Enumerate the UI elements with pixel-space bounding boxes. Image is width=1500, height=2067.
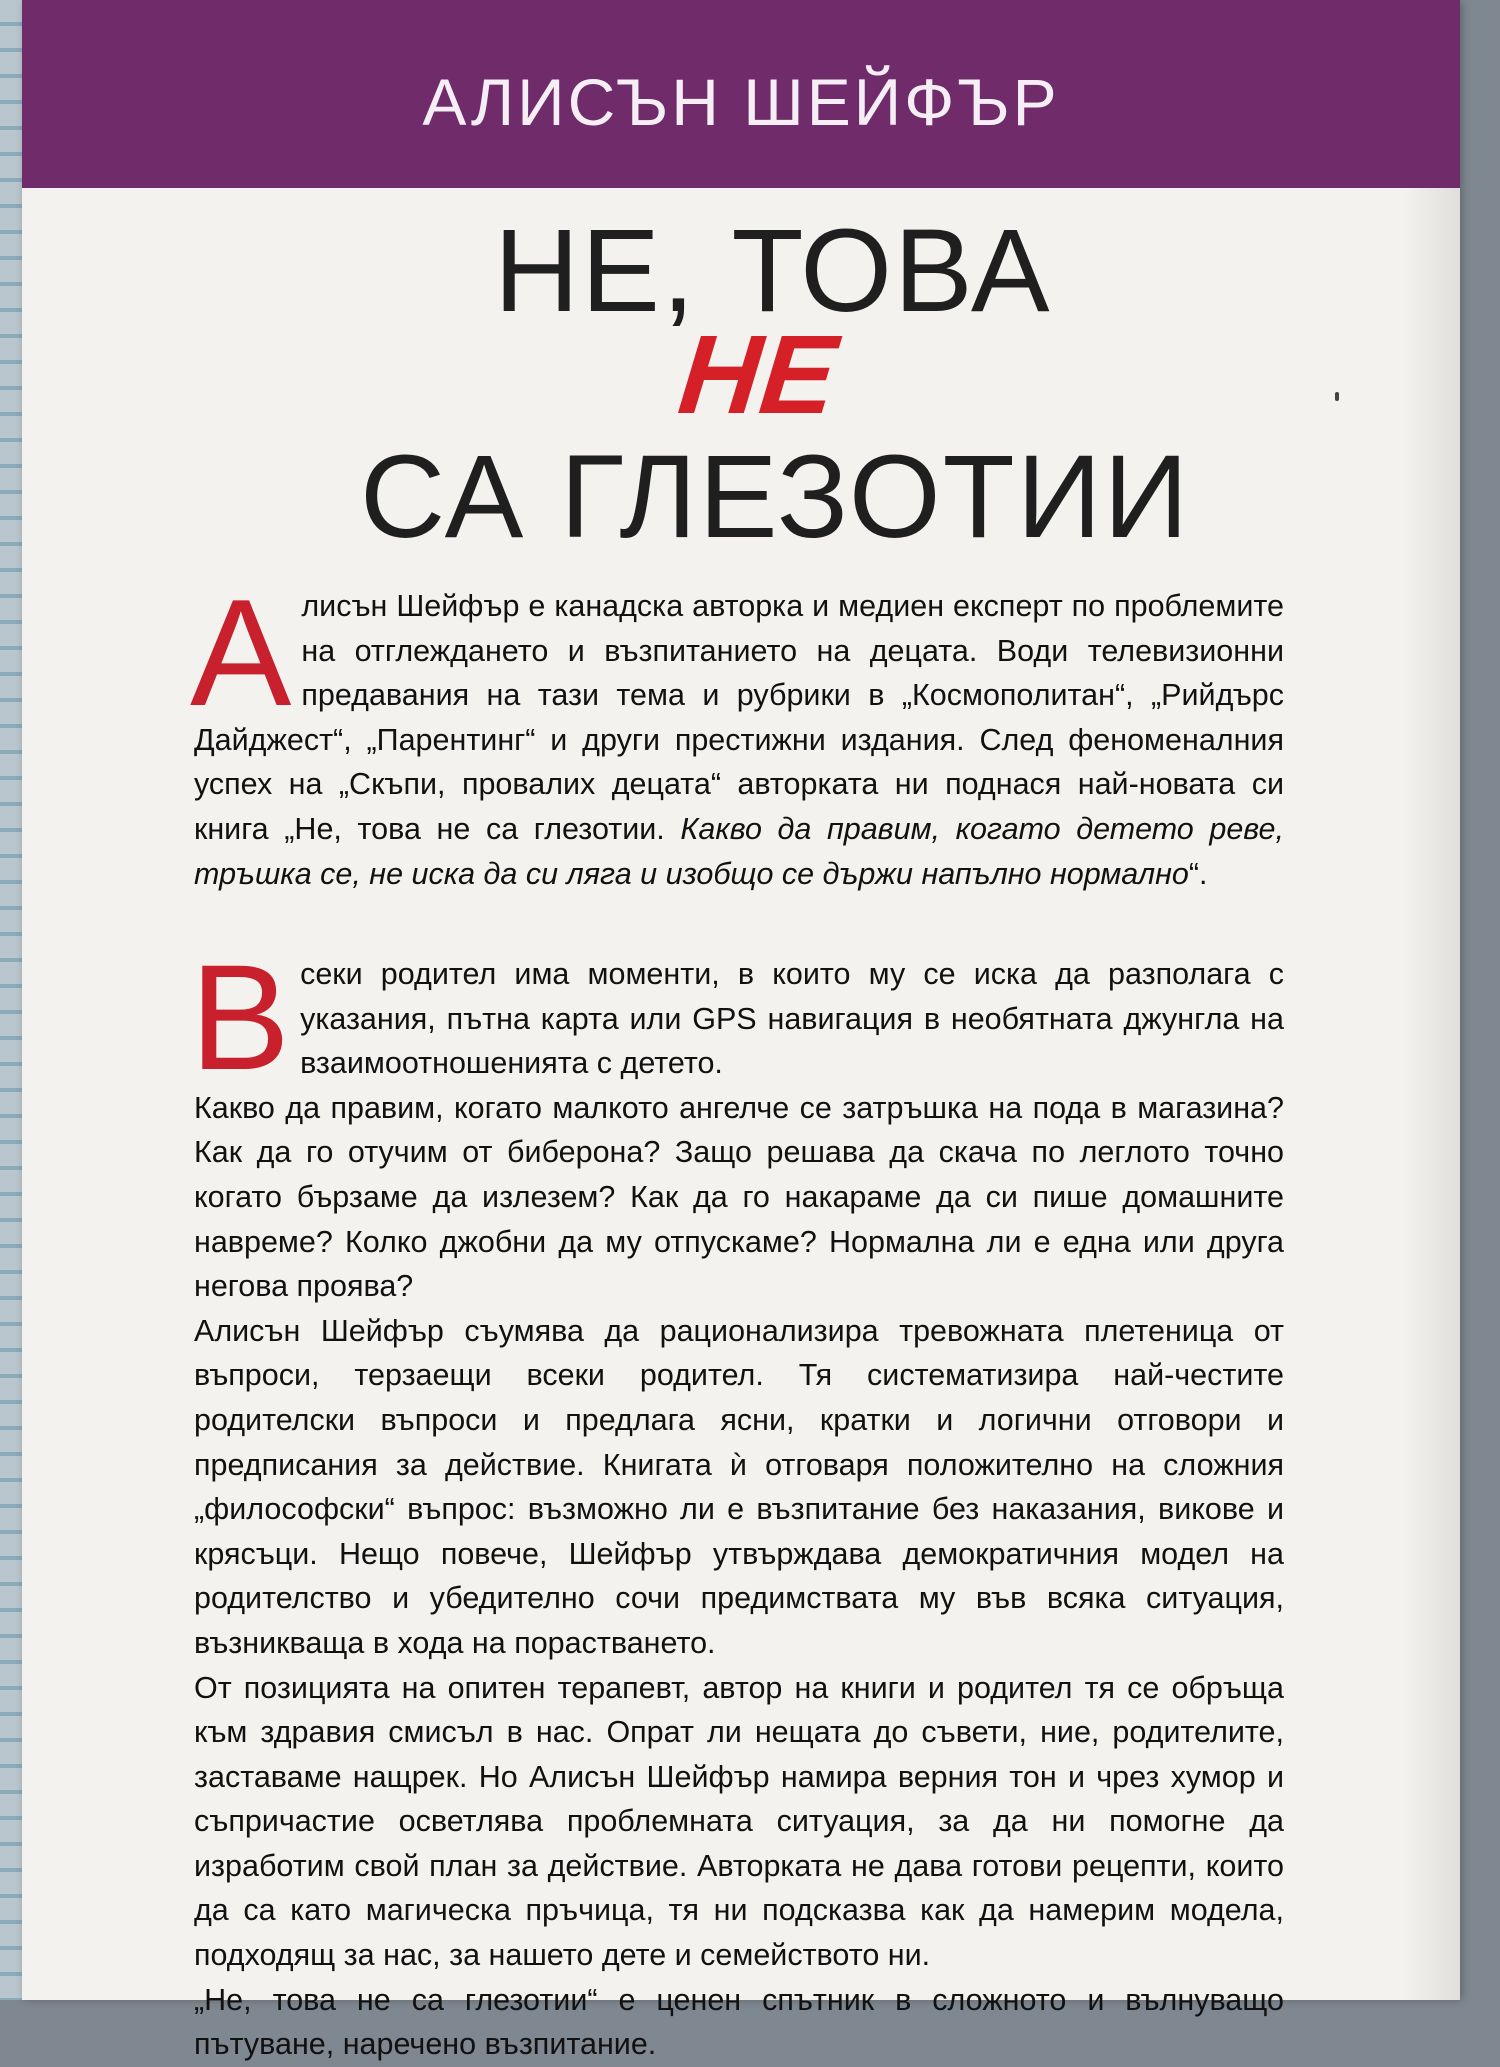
intro-text: лисън Шейфър е канадска авторка и медиен експерт по проблемите на отглеждането и възпитанието на децата. Води телевизионни предавания на тази тема и рубрики в „Космополитан“, „Рийдърс Дайджест“, „Парентинг“ и други престижни издания. След феноменалния успех на „Скъпи, провалих децата“ авторката ни поднася най-новата си книга „Не, това не са глезотии. (194, 589, 1284, 846)
body-paragraph-5: „Не, това не са глезотии“ е ценен спътник в сложното и вълнуващо пътуване, наречено възпитание. (194, 1982, 1284, 2062)
body-paragraph-2: Какво да правим, когато малкото ангелче се затръшка на пода в магазина? Как да го отучим от биберона? Защо решава да скача по леглото точно когато бързаме да излезем? Как да го накараме да си пише домашните навреме? Колко джобни да му отпускаме? Нормална ли е една или друга негова проява? (194, 1090, 1284, 1304)
intro-paragraph (190, 568, 1284, 896)
body-paragraph-1 (190, 933, 1284, 1101)
book-title-line-1: НЕ, ТОВА (494, 205, 1052, 337)
dropcap-v: В (190, 933, 291, 1101)
book-back-cover (22, 0, 1460, 2062)
cover-spine-shadow (1404, 0, 1460, 2000)
dropcap-a: А (190, 568, 292, 738)
book-title-line-2: СА ГЛЕЗОТИИ (360, 431, 1191, 563)
body-text (190, 933, 1284, 2067)
intro-subtitle-italic: Какво да правим, когато детето реве, тръшка се, не иска да си ляга и изобщо се държи напълно нормално (194, 811, 1284, 891)
print-speck (1335, 392, 1339, 401)
intro-closing: “. (1188, 856, 1208, 891)
body-paragraph-3: Алисън Шейфър съумява да рационализира тревожната плетеница от въпроси, терзаещи всеки родител. Тя систематизира най-честите родителски въпроси и предлага ясни, кратки и логични отговори и предписания за действие. Книгата ѝ отговаря положително на сложния „философски“ въпрос: възможно ли е възпитание без наказания, викове и крясъци. Нещо повече, Шейфър утвърждава демократичния модел на родителство и убедително сочи предимствата му във всяка ситуация, възникваща в хода на порастването. (194, 1313, 1284, 1660)
body-paragraph-4: От позицията на опитен терапевт, автор на книги и родител тя се обръща към здравия смисъл в нас. Опрат ли нещата до съвети, ние, родителите, заставаме нащрек. Но Алисън Шейфър намира верния тон и чрез хумор и съпричастие осветлява проблемната ситуация, за да ни помогне да изработим свой план за действие. Авторката не дава готови рецепти, които да са като магическа пръчица, тя ни подсказва как да намерим модела, подходящ за нас, за нашето дете и семейството ни. (194, 1670, 1284, 1973)
body-paragraph-1-text: секи родител има моменти, в които му се иска да разполага с указания, пътна карта или GPS навигация в необятната джунгла на взаимоотношенията с детето. (300, 957, 1284, 1081)
author-name: АЛИСЪН ШЕЙФЪР (422, 65, 1060, 139)
book-title-accent: НЕ (673, 312, 843, 437)
author-band (22, 0, 1460, 188)
